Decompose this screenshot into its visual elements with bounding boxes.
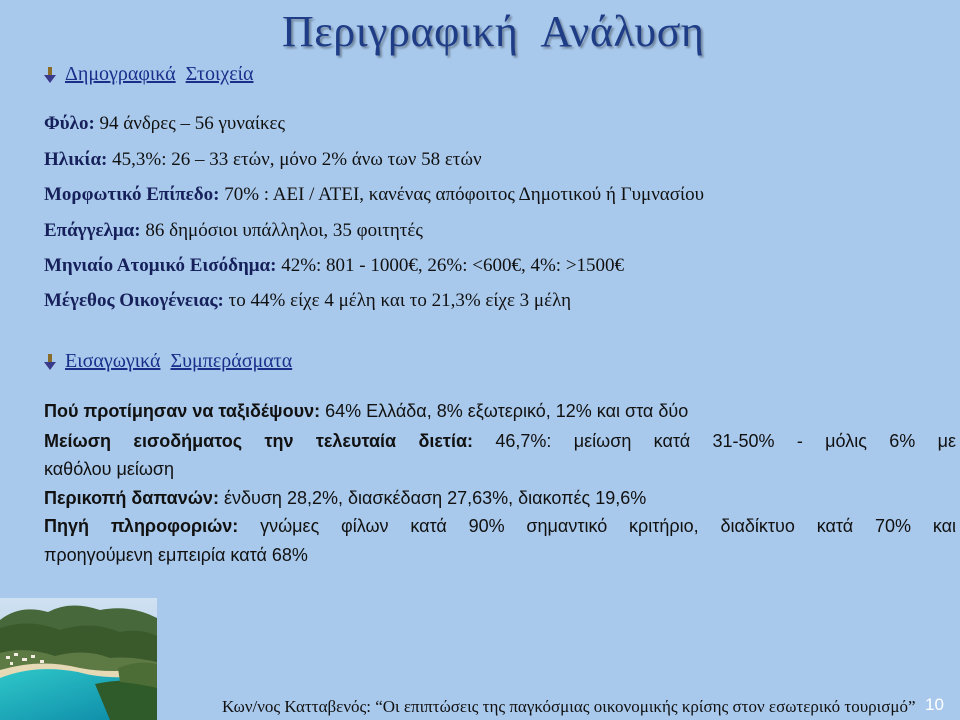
section-heading-word-1: Δημογραφικά bbox=[65, 63, 176, 85]
conclusion-income-reduction bbox=[44, 430, 956, 452]
row-value: 86 δημόσιοι υπάλληλοι, 35 φοιτητές bbox=[140, 220, 423, 241]
arrow-bullet-icon bbox=[44, 354, 56, 370]
page-number: 10 bbox=[925, 695, 944, 714]
demographic-row-occupation bbox=[44, 220, 423, 242]
conclusion-info-source bbox=[44, 515, 956, 537]
row-label: Πηγή πληροφοριών: bbox=[44, 516, 239, 536]
row-label: Μηνιαίο Ατομικό Εισόδημα: bbox=[44, 255, 277, 276]
conclusion-income-reduction-cont: καθόλου μείωση bbox=[44, 459, 175, 479]
conclusion-info-source-cont: προηγούμενη εμπειρία κατά 68% bbox=[44, 545, 308, 565]
row-label: Μείωση εισοδήματος την τελευταία διετία: bbox=[44, 431, 474, 451]
row-label: Μορφωτικό Επίπεδο: bbox=[44, 184, 220, 205]
arrow-bullet-icon bbox=[44, 67, 56, 83]
title-word-1: Περιγραφική bbox=[282, 7, 519, 56]
demographic-row-family-size bbox=[44, 290, 571, 312]
row-label: Πού προτίμησαν να ταξιδέψουν: bbox=[44, 401, 321, 421]
slide-title bbox=[282, 6, 704, 57]
row-label: Περικοπή δαπανών: bbox=[44, 488, 219, 508]
title-word-2: Ανάλυση bbox=[540, 7, 705, 56]
row-value: 45,3%: 26 – 33 ετών, μόνο 2% άνω των 58 ετών bbox=[107, 149, 482, 170]
row-value: 46,7%: μείωση κατά 31-50% - μόλις 6% με bbox=[473, 431, 956, 451]
section-heading-word-2: Στοιχεία bbox=[185, 63, 254, 85]
row-value: γνώμες φίλων κατά 90% σημαντικό κριτήριο, διαδίκτυο κατά 70% και bbox=[238, 516, 957, 536]
row-label: Επάγγελμα: bbox=[44, 220, 141, 241]
row-value: ένδυση 28,2%, διασκέδαση 27,63%, διακοπές 19,6% bbox=[218, 488, 647, 508]
coastline-photo bbox=[0, 598, 157, 720]
section-heading-demographics bbox=[44, 63, 254, 86]
section-heading-conclusions bbox=[44, 350, 292, 373]
row-label: Φύλο: bbox=[44, 113, 95, 134]
demographic-row-gender bbox=[44, 113, 285, 135]
row-value: 70% : ΑΕΙ / ΑΤΕΙ, κανένας απόφοιτος Δημοτικού ή Γυμνασίου bbox=[219, 184, 705, 205]
conclusion-spending-cuts bbox=[44, 487, 646, 509]
row-value: 64% Ελλάδα, 8% εξωτερικό, 12% και στα δύο bbox=[320, 401, 689, 421]
row-value: 94 άνδρες – 56 γυναίκες bbox=[94, 113, 286, 134]
row-label: Ηλικία: bbox=[44, 149, 108, 170]
row-label: Μέγεθος Οικογένειας: bbox=[44, 290, 224, 311]
demographic-row-income bbox=[44, 255, 624, 277]
row-value: το 44% είχε 4 μέλη και το 21,3% είχε 3 μέλη bbox=[223, 290, 572, 311]
conclusion-destinations bbox=[44, 400, 688, 422]
footer-citation: Κων/νος Κατταβενός: “Οι επιπτώσεις της παγκόσμιας οικονομικής κρίσης στον εσωτερικό τουρισμό” bbox=[222, 697, 916, 716]
section-heading-word-1: Εισαγωγικά bbox=[65, 350, 161, 372]
demographic-row-education bbox=[44, 184, 704, 206]
row-value: 42%: 801 - 1000€, 26%: <600€, 4%: >1500€ bbox=[276, 255, 625, 276]
demographic-row-age bbox=[44, 149, 482, 171]
section-heading-word-2: Συμπεράσματα bbox=[170, 350, 293, 372]
